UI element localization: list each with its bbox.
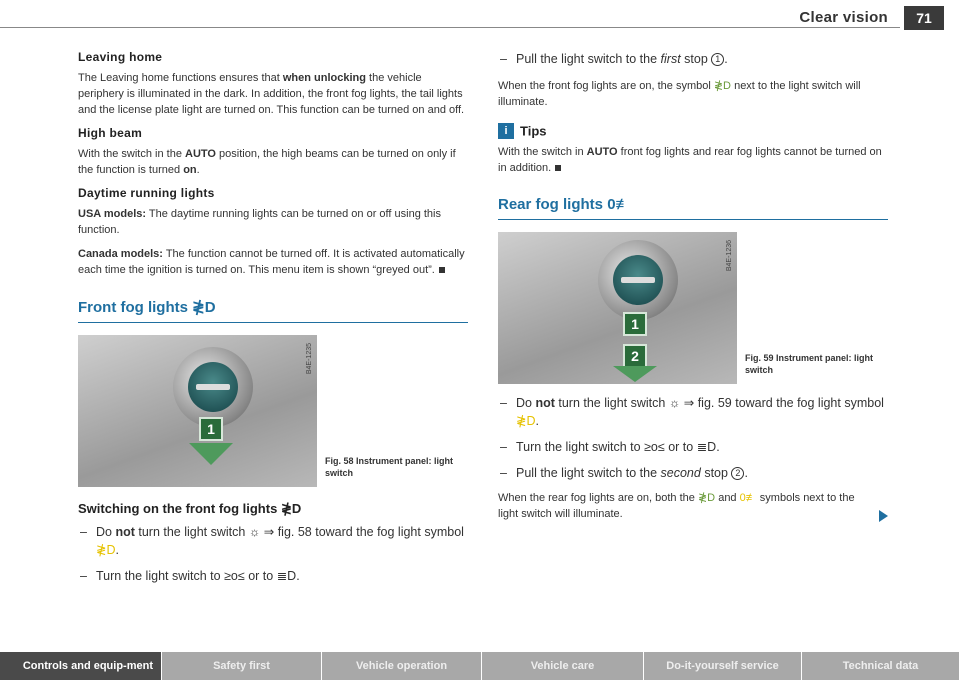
text-span: With the switch in the	[78, 148, 185, 160]
knob-bar	[621, 277, 655, 283]
text-span: front fog lights and rear fog lights cannot be turned on in addition.	[498, 146, 882, 174]
canada-label: Canada models:	[78, 248, 163, 260]
switching-on-heading	[78, 501, 468, 517]
figure-caption	[745, 352, 888, 384]
knob-center	[188, 362, 238, 412]
text-bold-span: not	[535, 396, 555, 410]
high-beam-heading: High beam	[78, 126, 143, 140]
text-span: When the rear fog lights are on, both the	[498, 492, 698, 504]
section-title-text: Rear fog lights	[498, 196, 604, 213]
text-span: symbols next to the light switch will illuminate.	[498, 492, 855, 520]
end-mark	[439, 267, 445, 273]
text-bold-span: on	[183, 164, 197, 176]
footer-tab-technical-data[interactable]: Technical data	[802, 652, 960, 680]
chapter-title: Clear vision	[799, 9, 888, 26]
left-column	[78, 50, 468, 593]
front-fog-icon: ≹D	[192, 299, 216, 316]
leaving-home-text	[78, 70, 468, 118]
step-badge-1: 1	[623, 312, 647, 336]
tips-label: Tips	[520, 123, 547, 139]
text-span: When the front fog lights are on, the symbol	[498, 80, 714, 92]
light-switch-image	[498, 232, 737, 384]
rear-fog-icon: 0≢	[607, 196, 631, 213]
leaving-home-heading: Leaving home	[78, 50, 163, 64]
footer-tab-safety[interactable]: Safety first	[162, 652, 322, 680]
figure-code: B4E-1236	[726, 240, 733, 272]
both-on-text	[498, 490, 888, 522]
down-arrow-icon	[189, 443, 233, 465]
section-title-text: Front fog lights	[78, 299, 188, 316]
continue-arrow-icon	[879, 510, 888, 522]
text-italic-span: first	[660, 52, 681, 66]
front-fog-section-title	[78, 298, 468, 323]
text-span: and	[715, 492, 740, 504]
figure-code: B4E-1235	[306, 343, 313, 375]
usa-label: USA models:	[78, 208, 147, 220]
knob-center	[613, 255, 663, 305]
footer-tab-controls[interactable]: Controls and equip-ment	[0, 652, 162, 680]
figure-58	[78, 335, 468, 487]
knob-bar	[196, 384, 230, 390]
figure-caption-text	[745, 352, 888, 376]
fog-light-symbol-icon: ≹D	[516, 414, 536, 428]
light-switch-image	[78, 335, 317, 487]
text-span: the vehicle periphery is illuminated in the dark. In addition, the front fog lights, the tail lights and the license plate light are turned on. This function can be turned on and off.	[78, 72, 465, 116]
step-badge-2: 2	[623, 344, 647, 368]
front-fog-icon: ≹D	[280, 501, 302, 516]
text-span: .	[196, 164, 200, 176]
page-header	[0, 0, 960, 30]
text-span: The function cannot be turned off. It is activated automatically each time the ignition is turned on. This menu item is shown “greyed out”.	[78, 248, 465, 276]
step-item: – Turn the light switch to ≥o≤ or to ≣D.	[498, 438, 888, 456]
circled-2-icon: 2	[731, 467, 744, 480]
step-item: – Turn the light switch to ≥o≤ or to ≣D.	[78, 567, 468, 585]
text-span: Pull the light switch to the	[516, 52, 661, 66]
text-span: stop	[700, 466, 728, 480]
rear-fog-section-title	[498, 196, 888, 220]
subsection-text: Switching on the front fog lights	[78, 501, 278, 516]
figure-caption-text	[325, 455, 468, 479]
page-number: 71	[904, 6, 944, 30]
text-span: Do	[516, 396, 536, 410]
text-span: The Leaving home functions ensures that	[78, 72, 283, 84]
text-span: With the switch in	[498, 146, 587, 158]
canada-models-text	[78, 246, 468, 278]
text-span: Pull the light switch to the	[516, 466, 661, 480]
step-item: – Pull the light switch to the second stop 2 .	[498, 464, 888, 482]
high-beam-text	[78, 146, 468, 178]
figure-caption	[325, 455, 468, 487]
step-item: – Do not turn the light switch ☼ ⇒ fig. 58 toward the fog light symbol ≹D.	[78, 523, 468, 559]
figure-number: Fig. 59	[745, 353, 774, 363]
down-arrow-icon	[613, 366, 657, 382]
header-rule	[0, 27, 900, 28]
footer-tab-vehicle-care[interactable]: Vehicle care	[482, 652, 644, 680]
light-switch-knob	[173, 347, 253, 427]
step-item: – Pull the light switch to the first stop 1 .	[498, 50, 888, 68]
text-span: The daytime running lights can be turned on or off using this function.	[78, 208, 441, 236]
end-mark	[555, 165, 561, 171]
text-bold-span: AUTO	[185, 148, 216, 160]
right-column	[498, 50, 888, 530]
info-icon: i	[498, 123, 514, 139]
front-on-text	[498, 78, 888, 110]
footer-tab-vehicle-operation[interactable]: Vehicle operation	[322, 652, 482, 680]
text-span: Do	[96, 525, 116, 539]
step-item: – Do not turn the light switch ☼ ⇒ fig. 59 toward the fog light symbol ≹D.	[498, 394, 888, 430]
tips-text	[498, 144, 888, 176]
caption-span: Instrument panel: light switch	[745, 353, 874, 375]
daytime-heading: Daytime running lights	[78, 186, 215, 200]
text-span: turn the light switch ☼ ⇒ fig. 59 toward the fog light symbol	[554, 396, 884, 410]
tips-heading	[498, 122, 888, 140]
figure-number: Fig. 58	[325, 456, 354, 466]
text-bold-span: AUTO	[586, 146, 618, 158]
light-switch-knob	[598, 240, 678, 320]
figure-59	[498, 232, 888, 384]
step-badge-1: 1	[199, 417, 223, 441]
text-span: position, the high beams can be turned on only if the function is turned	[78, 148, 456, 176]
fog-light-symbol-icon: ≹D	[96, 543, 116, 557]
chapter-nav-footer	[0, 652, 960, 680]
text-span: next to the light switch will illuminate.	[498, 80, 861, 108]
text-span: turn the light switch ☼ ⇒ fig. 58 toward the fog light symbol	[134, 525, 464, 539]
usa-models-text	[78, 206, 468, 238]
circled-1-icon: 1	[711, 53, 724, 66]
rear-fog-icon: 0≢	[739, 492, 757, 504]
text-italic-span: second	[660, 466, 701, 480]
front-fog-icon: ≹D	[713, 80, 732, 92]
text-bold-span: when unlocking	[282, 72, 366, 84]
caption-span: Instrument panel: light switch	[325, 456, 454, 478]
text-span: stop	[680, 52, 708, 66]
front-fog-icon: ≹D	[697, 492, 716, 504]
footer-tab-diy-service[interactable]: Do-it-yourself service	[644, 652, 802, 680]
text-bold-span: not	[115, 525, 135, 539]
